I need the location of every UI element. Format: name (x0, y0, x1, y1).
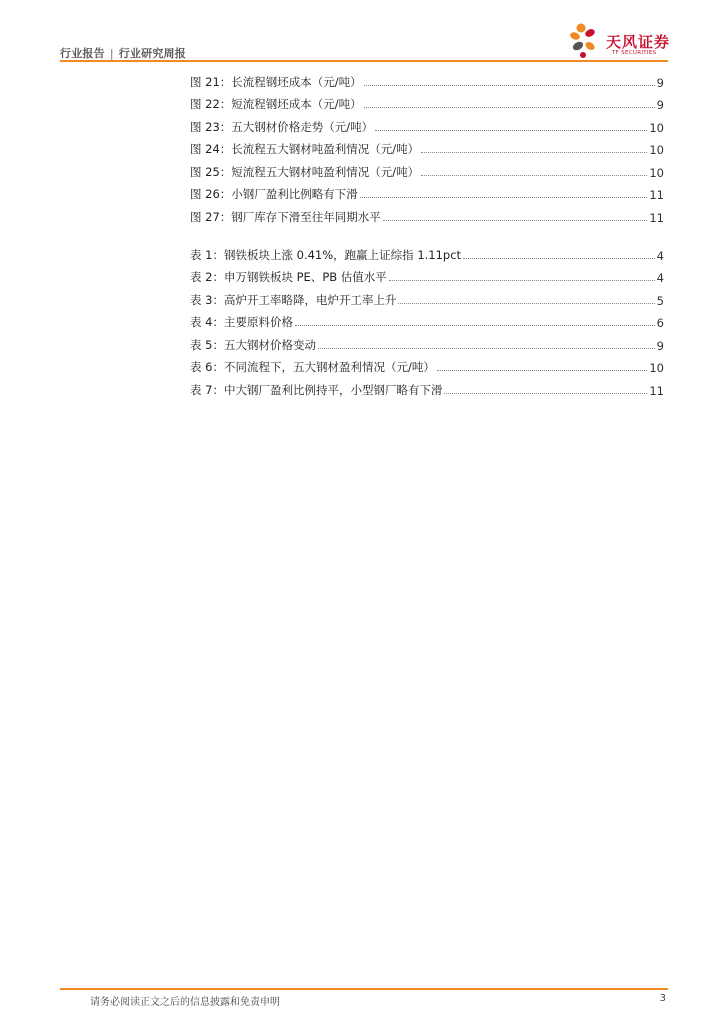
toc-entry-label: 图 25：短流程五大钢材吨盈利情况（元/吨） (190, 164, 420, 179)
company-subtitle: TF SECURITIES (612, 50, 657, 56)
toc-table-entry[interactable] (190, 308, 664, 331)
dot-leader (318, 348, 655, 349)
tf-securities-logo-icon (568, 22, 604, 60)
report-type-label (60, 45, 186, 61)
dot-leader (421, 175, 647, 176)
toc-figure-entry[interactable] (190, 180, 664, 203)
page-header (0, 0, 724, 64)
header-divider (60, 60, 668, 62)
toc-entry-page: 10 (649, 361, 664, 375)
toc-table-entry[interactable] (190, 353, 664, 376)
toc-entry-label: 表 2：申万钢铁板块 PE、PB 估值水平 (190, 270, 387, 284)
toc-entry-page: 11 (649, 188, 664, 202)
footer-divider (60, 988, 668, 990)
company-name: 天风证券 (606, 33, 671, 51)
toc-entry-page: 11 (649, 210, 664, 225)
toc-entry-page: 6 (656, 316, 664, 330)
dot-leader (295, 325, 655, 326)
toc-entry-page: 5 (656, 293, 664, 308)
toc-entry-label: 图 26：小钢厂盈利比例略有下滑 (190, 187, 358, 201)
toc-entry-page: 4 (656, 248, 664, 263)
toc-table-entry[interactable] (190, 375, 664, 398)
report-category: 行业报告 (60, 47, 105, 60)
toc-entry-page: 10 (649, 143, 664, 157)
toc-entry-page: 9 (656, 98, 664, 112)
toc-entry-page: 9 (656, 338, 664, 353)
toc-figure-entry[interactable] (190, 157, 664, 180)
dot-leader (463, 258, 655, 259)
toc-entry-label: 图 21：长流程钢坯成本（元/吨） (190, 74, 362, 89)
dot-leader (437, 370, 648, 371)
toc-table-entry[interactable] (190, 263, 664, 286)
toc-figure-entry[interactable] (190, 67, 664, 90)
toc-table-entry[interactable] (190, 285, 664, 308)
toc-entry-page: 10 (649, 120, 664, 135)
dot-leader (364, 107, 655, 108)
header-separator: | (109, 47, 114, 60)
dot-leader (360, 197, 648, 198)
toc-entry-label: 表 5：五大钢材价格变动 (190, 337, 316, 352)
toc-figure-entry[interactable] (190, 112, 664, 135)
toc-figure-entry[interactable] (190, 135, 664, 158)
footer-disclaimer: 请务必阅读正文之后的信息披露和免责申明 (90, 997, 280, 1008)
toc-figure-entry[interactable] (190, 90, 664, 113)
dot-leader (444, 393, 647, 394)
toc-entry-label: 表 3：高炉开工率略降，电炉开工率上升 (190, 292, 397, 307)
figure-index (190, 67, 664, 225)
toc-entry-label: 图 23：五大钢材价格走势（元/吨） (190, 119, 374, 134)
report-subcategory: 行业研究周报 (118, 47, 186, 60)
toc-entry-label: 表 6：不同流程下，五大钢材盈利情况（元/吨） (190, 360, 435, 374)
table-index (190, 240, 664, 398)
dot-leader (421, 152, 647, 153)
toc-entry-label: 表 7：中大钢厂盈利比例持平，小型钢厂略有下滑 (190, 382, 443, 397)
toc-table-entry[interactable] (190, 330, 664, 353)
toc-entry-page: 11 (649, 383, 664, 398)
company-logo (568, 22, 671, 60)
toc-entry-label: 图 27：钢厂库存下滑至往年同期水平 (190, 209, 381, 224)
toc-entry-page: 10 (649, 165, 664, 180)
toc-entry-label: 图 24：长流程五大钢材吨盈利情况（元/吨） (190, 142, 420, 156)
toc-table-entry[interactable] (190, 240, 664, 263)
dot-leader (364, 85, 655, 86)
dot-leader (398, 303, 654, 304)
dot-leader (383, 220, 648, 221)
toc-entry-page: 9 (656, 75, 664, 90)
toc-entry-label: 表 4：主要原料价格 (190, 315, 293, 329)
toc-entry-label: 图 22：短流程钢坯成本（元/吨） (190, 97, 362, 111)
dot-leader (375, 130, 647, 131)
dot-leader (389, 280, 655, 281)
toc-figure-entry[interactable] (190, 202, 664, 225)
page-number: 3 (659, 993, 666, 1004)
toc-entry-label: 表 1：钢铁板块上涨 0.41%，跑赢上证综指 1.11pct (190, 247, 462, 262)
toc-entry-page: 4 (656, 271, 664, 285)
